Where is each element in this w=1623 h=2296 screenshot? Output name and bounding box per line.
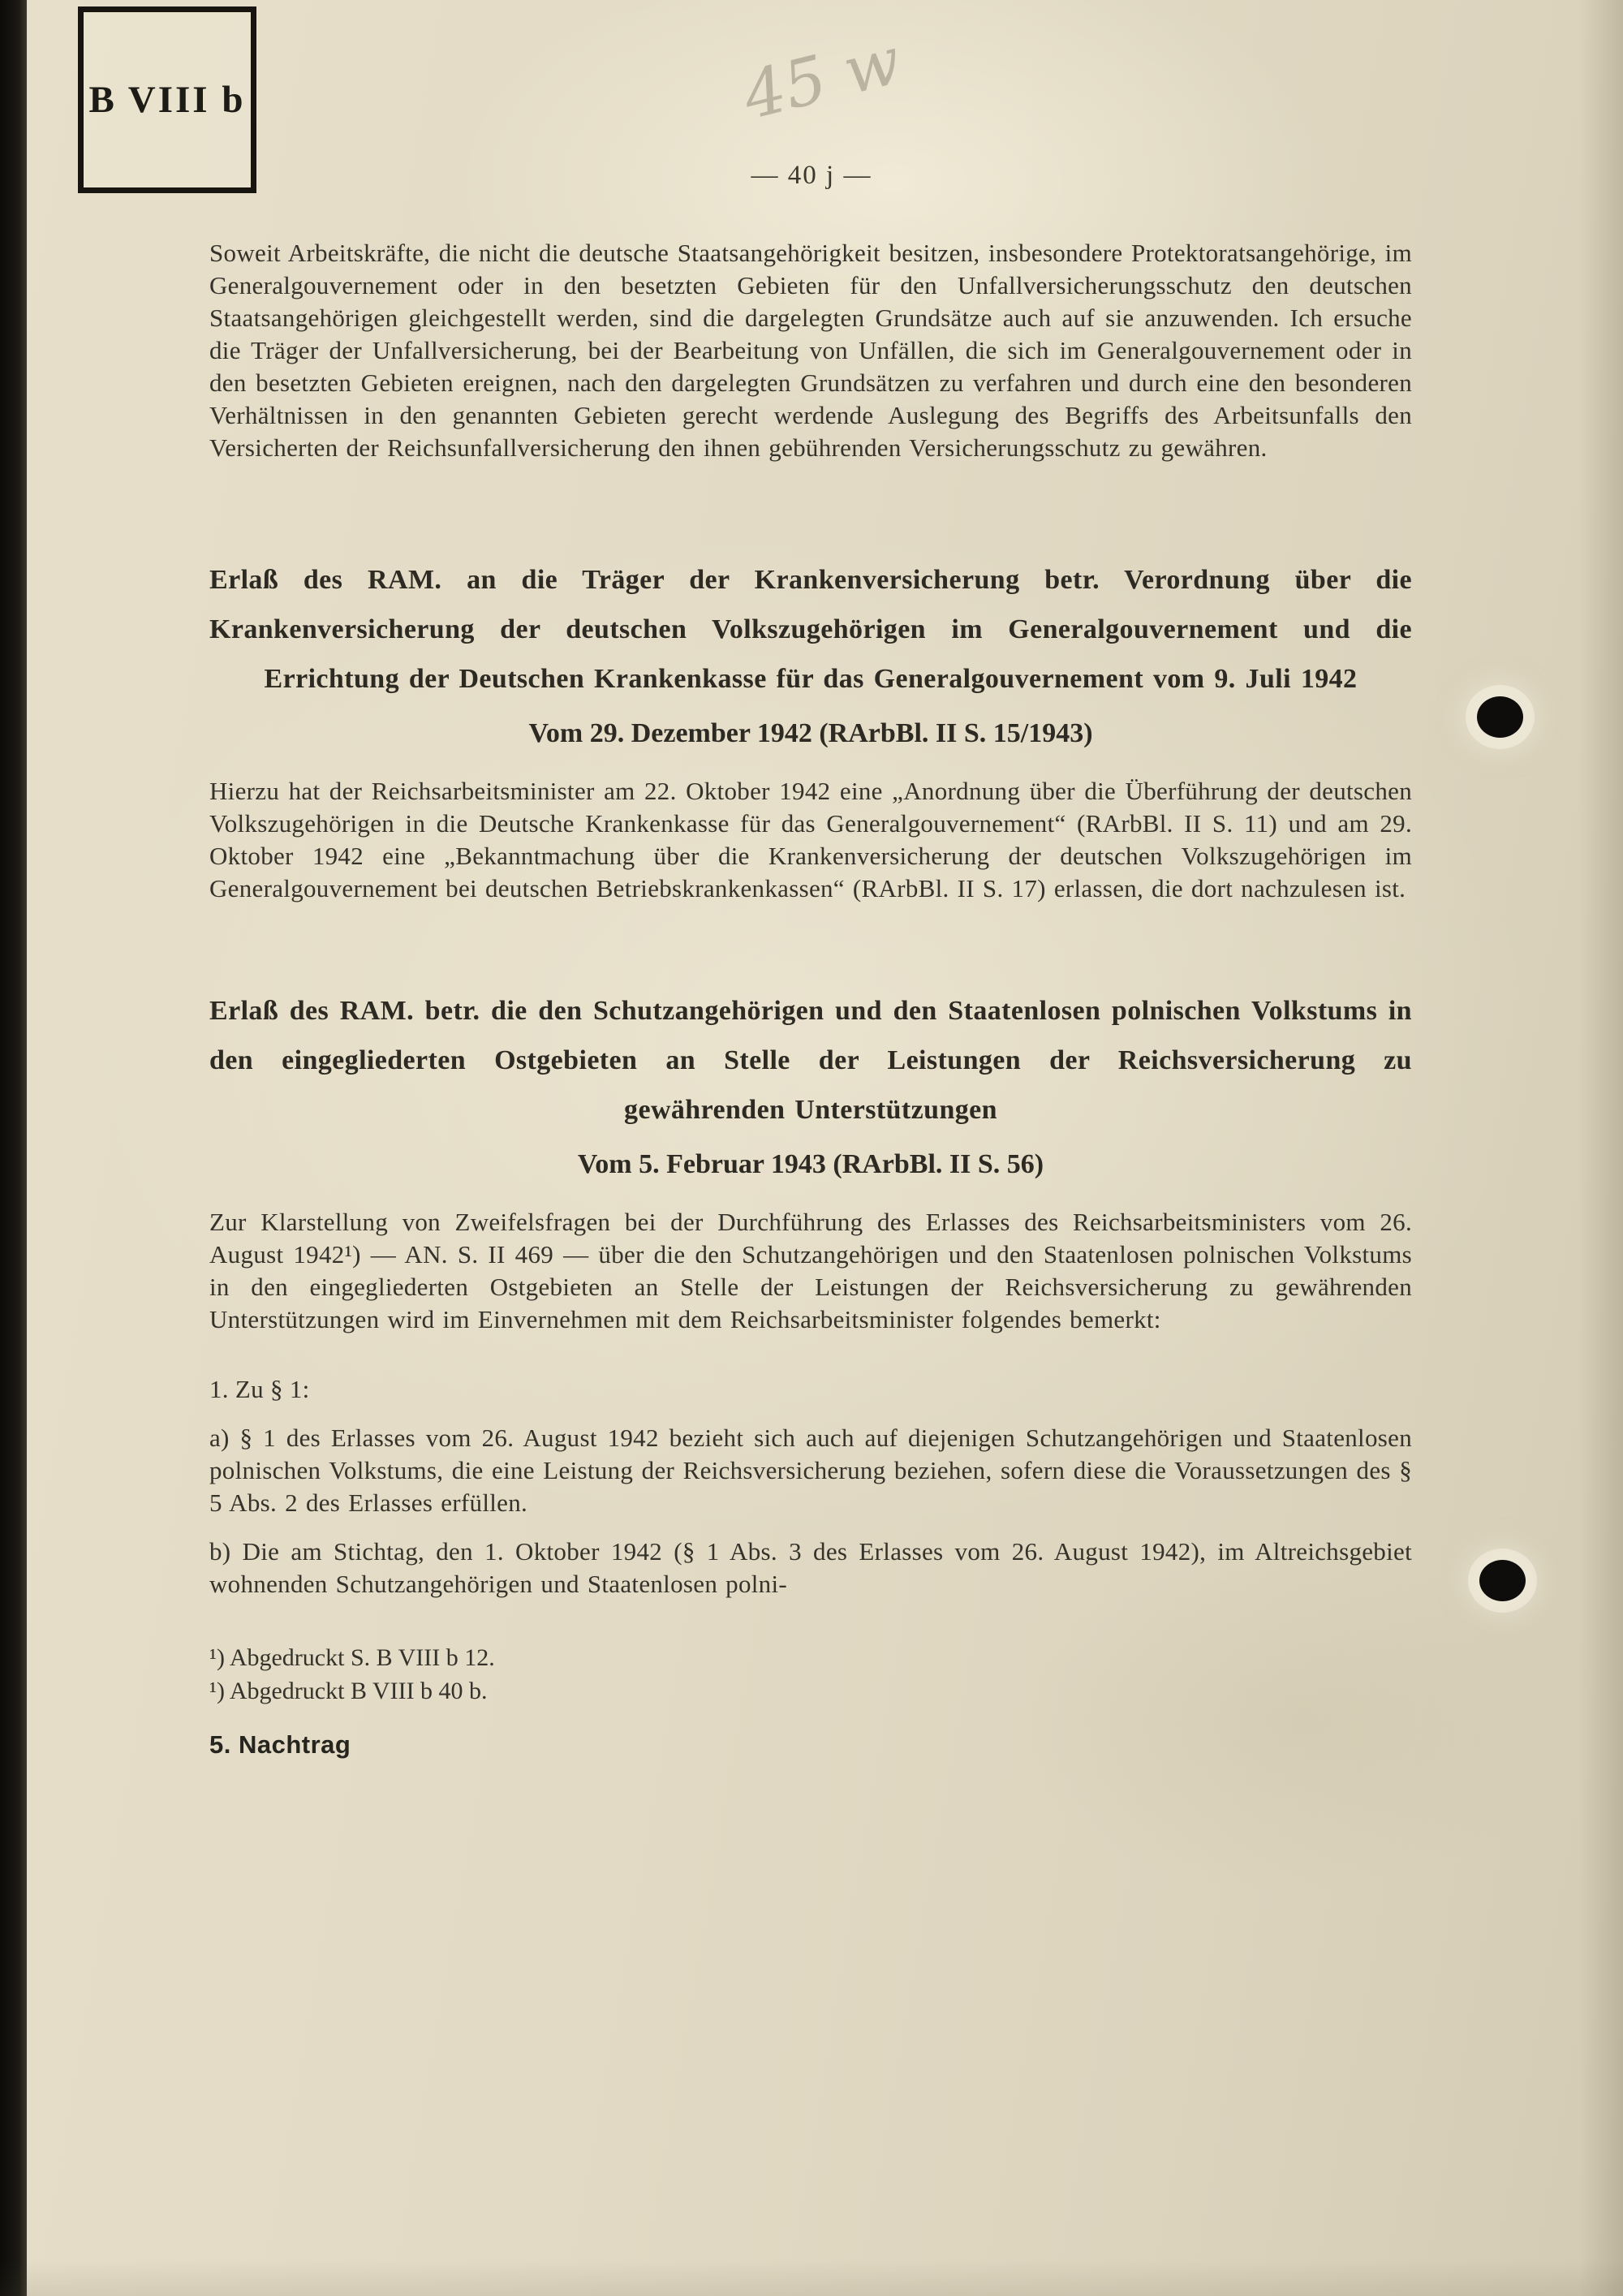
paragraph-unfallversicherung: Soweit Arbeitskräfte, die nicht die deutsche Staatsangehörigkeit besitzen, insbesondere Protektoratsangehörige, im Generalgouvernement oder in den besetzten Gebieten für den Unfallversicherungsschutz den deutschen Staatsangehörigen gleichgestellt werden, sind die dargelegten Grundsätze auch auf sie anzuwenden. Ich ersuche die Träger der Unfallversicherung, bei der Bearbeitung von Unfällen, die sich im Generalgouvernement oder in den besetzten Gebieten ereignen, nach den dargelegten Grundsätzen zu verfahren und durch eine den besonderen Verhältnissen in den genannten Gebieten gerecht werdende Auslegung des Begriffs des Arbeitsunfalls den Versicherten der Reichsunfallversicherung den ihnen gebührenden Versicherungsschutz zu gewähren. — [209, 239, 1412, 462]
decree-heading-ostgebiete: Erlaß des RAM. betr. die den Schutzangehörigen und den Staatenlosen polnischen Volkstums in den eingegliederten Ostgebieten an Stelle der Leistungen der Reichsversicherung zu gewährenden Unterstützungen — [209, 996, 1412, 1125]
page-content — [209, 237, 1412, 1760]
footnotes — [209, 1641, 1412, 1708]
binding-edge-bar — [0, 0, 27, 2296]
page-edge-shadow-bottom — [0, 2259, 1623, 2296]
decree-heading-krankenversicherung: Erlaß des RAM. an die Träger der Krankenversicherung betr. Verordnung über die Krankenversicherung der deutschen Volkszugehörigen im Generalgouvernement und die Errichtung der Deutschen Krankenkasse für das Generalgouvernement vom 9. Juli 1942 — [209, 565, 1412, 694]
page-edge-shadow-right — [1578, 0, 1623, 2296]
paragraph-klarstellung: Zur Klarstellung von Zweifelsfragen bei der Durchführung des Erlasses des Reichsarbeitsministers vom 26. August 1942¹) — AN. S. II 469 — über die den Schutzangehörigen und den Staatenlosen polnischen Volkstums in den eingegliederten Ostgebieten an Stelle der Leistungen der Reichsversicherung zu gewährenden Unterstützungen wird im Einvernehmen mit dem Reichsarbeitsminister folgendes bemerkt: — [209, 1208, 1412, 1333]
footnote-2: ¹) Abgedruckt B VIII b 40 b. — [209, 1678, 488, 1704]
list-item-a: a) § 1 des Erlasses vom 26. August 1942 bezieht sich auch auf diejenigen Schutzangehörigen und Staatenlosen polnischen Volkstums, die eine Leistung der Reichsversicherung beziehen, sofern diese die Voraussetzungen des § 5 Abs. 2 des Erlasses erfüllen. — [209, 1424, 1412, 1517]
list-item-b: b) Die am Stichtag, den 1. Oktober 1942 (§ 1 Abs. 3 des Erlasses vom 26. August 1942), im Altreichsgebiet wohnenden Schutzangehörigen und Staatenlosen polni- — [209, 1537, 1412, 1598]
handwritten-annotation: 45 w — [735, 22, 909, 135]
decree-date-1: Vom 29. Dezember 1942 (RArbBl. II S. 15/1943) — [528, 718, 1093, 748]
section-label: B VIII b — [88, 79, 246, 121]
section-intro-zu-paragraph-1: 1. Zu § 1: — [209, 1375, 310, 1403]
hole-punch-top — [1477, 696, 1523, 738]
paragraph-krankenversicherung: Hierzu hat der Reichsarbeitsminister am 22. Oktober 1942 eine „Anordnung über die Überführung der deutschen Volkszugehörigen in die Deutsche Krankenkasse für das Generalgouvernement“ (RArbBl. II S. 11) und am 29. Oktober 1942 eine „Bekanntmachung über die Krankenversicherung der deutschen Volkszugehörigen im Generalgouvernement bei deutschen Betriebskrankenkassen“ (RArbBl. II S. 17) erlassen, die dort nachzulesen ist. — [209, 777, 1412, 902]
hole-punch-bottom — [1479, 1560, 1526, 1601]
page-number: — 40 j — — [751, 161, 872, 190]
decree-date-2: Vom 5. Februar 1943 (RArbBl. II S. 56) — [577, 1149, 1044, 1179]
nachtrag-label: 5. Nachtrag — [209, 1730, 351, 1759]
footnote-1: ¹) Abgedruckt S. B VIII b 12. — [209, 1644, 495, 1671]
